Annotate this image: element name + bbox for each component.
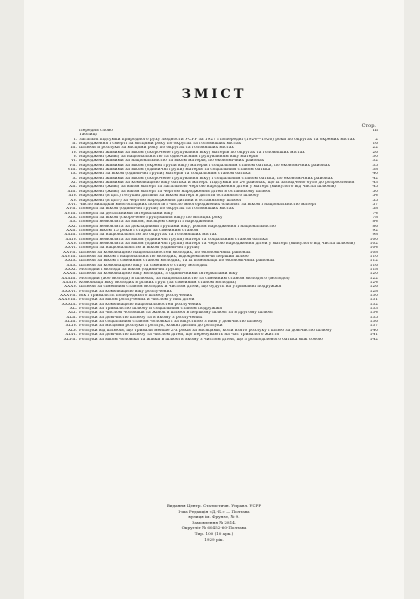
toc-entry-title: Народження і смерті за місцями року по округах та головніших містах (79, 142, 242, 147)
toc-entry-number: XVII. (66, 207, 77, 212)
toc-entry-title: Народжені (в ціл?) за чергою народження дитини в останньому шлюбі (79, 198, 242, 203)
toc-entry-title: Шлюби за віком і сімейним станом молодих, та їх комбінації по економічних районах (79, 259, 275, 264)
toc-entry-title: Народжені за віком (одиничні групи) матерів та соціальним станом батька (79, 172, 251, 177)
toc-entry-page: 45 (372, 185, 378, 190)
toc-entry-title: Народжені живими за національністю та віком матерів, по економічних районах (79, 159, 265, 164)
toc-entry-page: 26 (372, 150, 378, 155)
toc-entry-page: 57 (372, 202, 378, 207)
toc-entry-page: 102 (369, 241, 378, 246)
toc-entry-number: XV. (70, 198, 77, 203)
toc-entry-page: 42 (372, 176, 378, 181)
toc-entry-page: 92 (372, 228, 378, 233)
toc-entry-title: Шлюби за сімейним станом молодих й числом дітей, що будуть на утриманні подружжя (79, 285, 282, 290)
toc-entry-title: Розлуки від шлюбів, що тривали менше 2-х років за місяцями, коли взято розлуку і шлюб за довічистю шлюбу (79, 328, 332, 333)
toc-entry-number: XXVIII. (61, 254, 77, 259)
toc-entry-number: XL. (69, 307, 77, 312)
toc-entry-page: III (372, 129, 378, 133)
toc-entry-page: 55 (372, 198, 378, 203)
toc-entry-page: 84 (372, 220, 378, 225)
toc-entry-number: XII. (69, 185, 77, 190)
toc-entry-title: Загальні підсумки природного руху людности УСРР за 1927 і попередні (1924—1926) роки по округах та окремих містах (79, 137, 355, 142)
imprint-line: 1929 рік. (204, 536, 224, 542)
toc-entry-page: 112 (369, 259, 378, 264)
toc-entry-title: Народжені живими за віком (окремі групи віку) матерів і соціальним станом батька, по економічних районах (79, 163, 330, 168)
toc-entry-page: 98 (372, 233, 378, 238)
toc-entry-number: XXX. (66, 263, 77, 268)
toc-entry-number: XXXIX. (61, 302, 77, 307)
toc-entry-number: XXIV. (65, 237, 77, 242)
toc-entry-page: 100 (369, 237, 378, 242)
toc-entry-title: Народжені живими за комбінацією віку батька й матері. Підсумки по 24 районах, що їх засвідчено було до розроблення (79, 181, 355, 186)
toc-entry-page: 128 (369, 289, 378, 294)
toc-entry-number: XVIII. (64, 211, 77, 216)
imprint (24, 503, 404, 542)
toc-entry (55, 338, 378, 342)
toc-entry-number: III. (70, 146, 77, 151)
toc-entry-number: І. (73, 137, 77, 142)
toc-entry-page: 110 (369, 254, 378, 259)
toc-entry-number: XLIII. (64, 320, 77, 325)
toc-entry-title: Народжені (живі) за віком матері та чергою народження дітей в останньому шлюбі (79, 189, 271, 194)
toc-entry-title: Померлі віком 15 років і старші за сімейним станом (79, 228, 199, 233)
imprint-line: Видання Центр. Статистичн. Управл. УСРР (166, 503, 262, 508)
toc-entry-page: 58 (372, 207, 378, 212)
toc-entry-page: 40 (372, 172, 378, 177)
toc-entry-title: Вік і тривалість попереднього шлюбу розлучених (79, 294, 193, 299)
toc-entry-title: Народжені живими за віком (скорочене групування віку) і соціальним станом батька, по економічних районах (79, 176, 333, 181)
toc-entry-number: XXXVII. (59, 294, 77, 299)
toc-entry-number: XX. (69, 220, 77, 225)
toc-entry-title: Розлуки за місцями розлуки і розлук, кожні дитині до розлуки (79, 324, 223, 329)
toc-entry-title: Народжені (живі) за віком матері та загальною чергою народження дітей у матері (минулого від числа шлюбів) (79, 185, 336, 190)
toc-entry-page: 78 (372, 215, 378, 220)
toc-entry-title: Розлуки за довічистю шлюбу та числом дітей, що перебувають на час тривалого життя (79, 333, 280, 338)
toc-entry-number: XXXVIII. (58, 298, 77, 303)
table-of-contents (55, 129, 378, 342)
toc-entry-title: Розлуки за числом чоловіків та жінок в шлюбі в першому шлюбі та в другому шлюбі (79, 311, 273, 316)
toc-entry-title: Померлі за національністю по округах та головніших містах (79, 233, 217, 238)
toc-entry-title: Померлі за віком (одиничні групи) по округах та головніших містах (79, 207, 234, 212)
toc-entry-title: Розлуки за соціальним станом чоловіка і за вікусткою з ним у довічистю шлюбу (79, 320, 263, 325)
toc-entry-page: 135 (369, 315, 378, 320)
toc-entry-title: Таблиці (79, 133, 97, 138)
toc-entry-title: Шлюби за комбінацією національностей молодих, по економічних районах (79, 250, 251, 255)
toc-entry-number: XXVI. (64, 246, 77, 251)
toc-entry-page: 38 (372, 168, 378, 173)
toc-entry-page: 140 (369, 328, 378, 333)
toc-entry-page: 30 (372, 155, 378, 160)
toc-entry-page: 120 (369, 272, 378, 277)
toc-entry-page: 32 (372, 159, 378, 164)
toc-entry-page: 50 (372, 189, 378, 194)
toc-entry-title: Шлюби за віком і національністю молодих, відокремлюючи перший шлюб (79, 254, 249, 259)
imprint-line: І-ша Редакція «Д.-Б.» — Полтава (178, 508, 250, 514)
imprint-line: Тир. 100 (10 арк.) (194, 530, 234, 536)
toc-entry-page: 141 (369, 333, 378, 338)
toc-entry-title: Померлі за віком (скорочене групування віку) по місяцях року (79, 215, 223, 220)
toc-entry-page: 136 (369, 320, 378, 325)
toc-entry-title: Розлуки за віком чоловіка та жінки в шлюбі в якому з числом дітей, що з розподіленого батька між собою (79, 337, 323, 342)
toc-entry-title: Шлюби й розлуки за місцями року по округах та головніших містах (79, 146, 234, 151)
toc-entry-title: Комбінації віку молодих в різних груп (за сімейним станом молодих) (79, 281, 237, 286)
document-page (24, 0, 404, 599)
toc-entry-title: Народжені живими за віком (скорочене групування віку) матерів по округах та головніших містах (79, 150, 305, 155)
toc-entry-number: XXXV. (64, 285, 77, 290)
toc-entry-page: 104 (369, 246, 378, 251)
toc-entry-page: 116 (369, 263, 378, 268)
toc-entry-page: 122 (369, 276, 378, 281)
toc-entry-number: XLVI. (65, 333, 77, 338)
toc-entry-title: Народжені живими за віком (одиничні групи) матерів та соціальним станом батька (79, 168, 271, 173)
toc-entry-number: II. (72, 142, 77, 147)
toc-entry-number: XXV. (67, 241, 77, 246)
toc-entry-page: 133 (369, 307, 378, 312)
toc-entry-title: Розлуки за тривалістю шлюбу й соціальним станом подружжя (79, 307, 223, 312)
toc-entry-number: XXXVI. (61, 289, 77, 294)
toc-entry-number: V. (73, 155, 77, 160)
toc-entry-page: 124 (369, 281, 378, 286)
toc-entry-number: XXII. (66, 228, 77, 233)
toc-entry-title: Померлі немовлята за докладними групами віку, роком народження і національністю (79, 224, 276, 229)
toc-entry-page: 2 (375, 137, 378, 142)
toc-entry-number: XIII. (67, 189, 77, 194)
toc-entry-number: XXIII. (64, 233, 77, 238)
toc-entry-number: XXIX. (64, 259, 77, 264)
toc-entry-page: 35 (372, 163, 378, 168)
toc-entry-number: XLI. (68, 311, 77, 316)
toc-entry-number: XXXI. (64, 268, 77, 272)
toc-entry-page: 86 (372, 224, 378, 229)
imprint-line: Замовлення № 2814. (191, 519, 237, 525)
toc-entry-number: XI. (70, 181, 77, 186)
toc-entry-number: XIV. (68, 194, 77, 199)
toc-entry-title: Передня слово (79, 129, 113, 133)
toc-entry-number: XXXII. (63, 272, 77, 277)
toc-entry-title: Розлуки за довічистю шлюбу та в якому з розлучених (79, 315, 203, 320)
toc-entry-title: Розлуки за комбінацією віку розлучених (79, 289, 172, 294)
toc-entry-title: Народжені (живі) за національністю та одночасним групуванням віку матерів (79, 155, 258, 160)
toc-entry-page: 126 (369, 285, 378, 290)
toc-entry-title: Шлюби за комбінацією віку та сімейного стану молодих (79, 263, 208, 268)
toc-entry-page: 43 (372, 181, 378, 186)
toc-entry-page: 137 (369, 324, 378, 329)
toc-entry-number: VII. (69, 163, 77, 168)
toc-entry-page: 16 (372, 142, 378, 147)
toc-entry-number: XXXIII. (61, 276, 77, 281)
toc-entry-page: 130 (369, 294, 378, 299)
toc-entry-number: XXI. (67, 224, 77, 229)
toc-entry-number: XLIV. (65, 324, 77, 329)
toc-entry-number: IX. (70, 172, 77, 177)
page-column-label: Стор. (361, 123, 376, 129)
toc-entry-title: Розлуки за віком розлучених й числом у них дітей (79, 298, 195, 303)
toc-entry-title: Померлі немовлята за віком (одиничні групи) матері та чергою народження дітей у матері (минулого від числа шлюбів) (79, 241, 355, 246)
page-title: ЗМІСТ (181, 87, 247, 102)
toc-entry-page: 22 (372, 146, 378, 151)
toc-entry-title: Розлуки за комбінацією національностей розлучених (79, 302, 202, 307)
toc-entry-title: Число випадків многоплідних пологів і число многороджених близнят за віком і національністю матері (79, 202, 316, 207)
toc-entry-title: Народжені (в ціл.) гетушні дитини за віком матері в дитяти останнього шлюбу (79, 194, 259, 199)
toc-entry-title: Шлюби за комбінацією віку молодих, з одиничними інтервалами віку (79, 272, 238, 277)
toc-entry-title: Молодий (або молода) в шлюбах, за національністю та сімейним станом молодого (молодої) (79, 276, 290, 281)
toc-entry-number: X. (72, 176, 77, 181)
toc-entry-number: XLV. (67, 328, 77, 333)
toc-entry-title: Молодий і молода за віком (одиничні групи) (79, 268, 181, 272)
toc-entry-number: VI. (70, 159, 77, 164)
toc-entry-page: 108 (369, 250, 378, 255)
toc-entry-page: 134 (369, 311, 378, 316)
toc-entry-page: 74 (372, 211, 378, 216)
toc-entry-page: 131 (369, 298, 378, 303)
toc-entry-page: 118 (369, 268, 378, 272)
toc-entry-title: Померлі немовлята за віком (одиничні групи) матері та соціальним станом батька (79, 237, 268, 242)
toc-entry-page: 142 (369, 337, 378, 342)
toc-entry-number: IV. (71, 150, 77, 155)
toc-entry-title: Померлі за детальними інтервалами віку (79, 211, 173, 216)
toc-entry-number: XIX. (67, 215, 77, 220)
toc-entry-number: VIII. (67, 168, 77, 173)
toc-entry-title: Померлі немовлята за віком, місяцем смерті і народження (79, 220, 214, 225)
imprint-line: Округліт № 60452-60-Полтава (181, 525, 247, 531)
toc-entry-title: Померлі за національністю й віком (одиничні групи) (79, 246, 200, 251)
toc-entry-page: 54 (372, 194, 378, 199)
toc-entry-number: XLII. (66, 315, 77, 320)
toc-entry-number: XLVII. (63, 337, 77, 342)
toc-entry-number: XXVII. (63, 250, 77, 255)
toc-entry-number: XXXIV. (62, 281, 77, 286)
imprint-line: вулиця ім. Фрунзе, № 9. (188, 514, 240, 520)
toc-entry-number: XVI. (67, 202, 77, 207)
toc-entry-page: 132 (369, 302, 378, 307)
